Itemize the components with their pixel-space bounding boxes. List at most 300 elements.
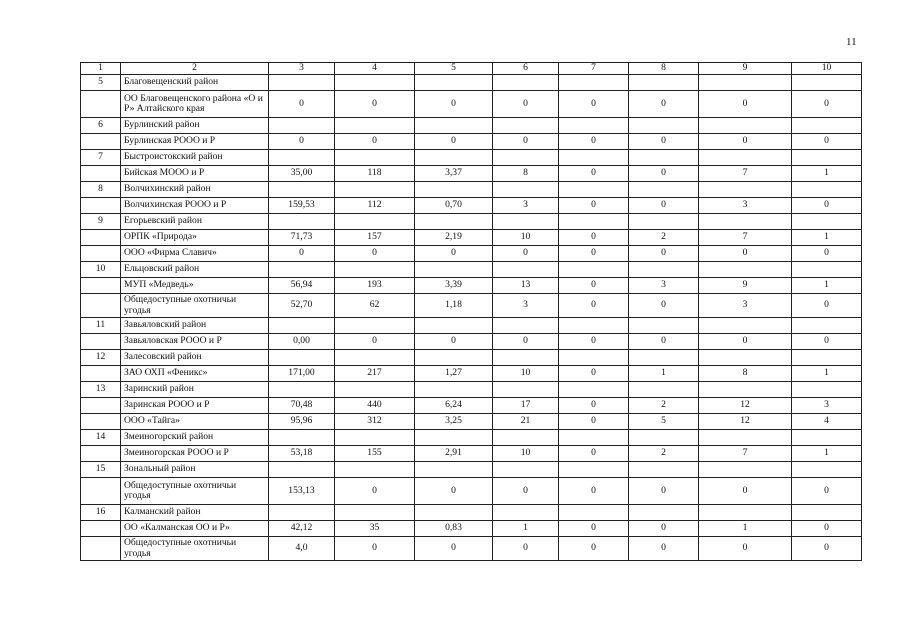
value-cell: 153,13: [269, 478, 335, 505]
table-row: [81, 134, 862, 150]
value-cell: 0: [493, 334, 559, 350]
value-cell: 0: [792, 478, 862, 505]
value-cell: 0: [792, 198, 862, 214]
district-number: 11: [81, 318, 121, 334]
district-number: 15: [81, 462, 121, 478]
empty-cell: [792, 262, 862, 278]
organization-name: ЗАО ОХП «Феникс»: [121, 366, 269, 382]
empty-cell: [493, 150, 559, 166]
value-cell: 3: [699, 294, 792, 318]
empty-cell: [699, 214, 792, 230]
value-cell: 0: [335, 246, 415, 262]
value-cell: 2: [629, 446, 699, 462]
district-name: Змеиногорский район: [121, 430, 269, 446]
value-cell: 0: [699, 134, 792, 150]
value-cell: 3: [493, 198, 559, 214]
value-cell: 0: [699, 246, 792, 262]
empty-cell: [493, 318, 559, 334]
value-cell: 0: [629, 334, 699, 350]
value-cell: 9: [699, 278, 792, 294]
value-cell: 1: [792, 278, 862, 294]
empty-cell: [493, 462, 559, 478]
empty-cell: [792, 505, 862, 521]
value-cell: 7: [699, 230, 792, 246]
empty-cell: [559, 118, 629, 134]
value-cell: 12: [699, 414, 792, 430]
value-cell: 1: [699, 521, 792, 537]
empty-cell: [493, 75, 559, 91]
value-cell: 3,37: [415, 166, 493, 182]
empty-cell: [335, 262, 415, 278]
value-cell: 0: [415, 537, 493, 561]
value-cell: 157: [335, 230, 415, 246]
empty-cell: [335, 462, 415, 478]
empty-cell: [335, 350, 415, 366]
empty-cell: [699, 318, 792, 334]
empty-cell: [81, 166, 121, 182]
value-cell: 3: [792, 398, 862, 414]
district-row: [81, 150, 862, 166]
empty-cell: [269, 318, 335, 334]
value-cell: 0: [629, 91, 699, 118]
value-cell: 0: [335, 537, 415, 561]
value-cell: 0: [493, 134, 559, 150]
empty-cell: [559, 462, 629, 478]
district-row: [81, 318, 862, 334]
empty-cell: [629, 350, 699, 366]
empty-cell: [629, 214, 699, 230]
empty-cell: [415, 350, 493, 366]
empty-cell: [415, 118, 493, 134]
district-row: [81, 75, 862, 91]
value-cell: 35: [335, 521, 415, 537]
empty-cell: [493, 382, 559, 398]
empty-cell: [629, 150, 699, 166]
value-cell: 0: [792, 334, 862, 350]
empty-cell: [81, 91, 121, 118]
value-cell: 10: [493, 230, 559, 246]
empty-cell: [792, 150, 862, 166]
value-cell: 0: [559, 134, 629, 150]
district-number: 5: [81, 75, 121, 91]
table-row: [81, 478, 862, 505]
value-cell: 1: [792, 366, 862, 382]
empty-cell: [415, 182, 493, 198]
value-cell: 0: [792, 246, 862, 262]
value-cell: 53,18: [269, 446, 335, 462]
value-cell: 3: [629, 278, 699, 294]
district-row: [81, 182, 862, 198]
value-cell: 10: [493, 446, 559, 462]
value-cell: 10: [493, 366, 559, 382]
value-cell: 7: [699, 166, 792, 182]
empty-cell: [792, 118, 862, 134]
empty-cell: [629, 118, 699, 134]
empty-cell: [699, 75, 792, 91]
value-cell: 0: [699, 334, 792, 350]
empty-cell: [493, 430, 559, 446]
table-row: [81, 166, 862, 182]
empty-cell: [81, 537, 121, 561]
empty-cell: [699, 430, 792, 446]
value-cell: 0: [792, 537, 862, 561]
value-cell: 171,00: [269, 366, 335, 382]
value-cell: 0: [629, 246, 699, 262]
value-cell: 2,91: [415, 446, 493, 462]
organization-name: Бийская МООО и Р: [121, 166, 269, 182]
value-cell: 0: [629, 134, 699, 150]
empty-cell: [559, 75, 629, 91]
district-name: Ельцовский район: [121, 262, 269, 278]
value-cell: 21: [493, 414, 559, 430]
value-cell: 6,24: [415, 398, 493, 414]
district-number: 7: [81, 150, 121, 166]
value-cell: 1: [792, 230, 862, 246]
empty-cell: [81, 294, 121, 318]
empty-cell: [629, 75, 699, 91]
empty-cell: [559, 430, 629, 446]
empty-cell: [699, 462, 792, 478]
empty-cell: [335, 382, 415, 398]
table-row: [81, 398, 862, 414]
header-cell: 9: [699, 63, 792, 75]
value-cell: 159,53: [269, 198, 335, 214]
table-row: [81, 414, 862, 430]
value-cell: 0: [792, 294, 862, 318]
empty-cell: [559, 150, 629, 166]
value-cell: 3,39: [415, 278, 493, 294]
value-cell: 8: [493, 166, 559, 182]
header-cell: 3: [269, 63, 335, 75]
empty-cell: [269, 462, 335, 478]
empty-cell: [699, 182, 792, 198]
empty-cell: [415, 150, 493, 166]
header-row: [81, 63, 862, 75]
empty-cell: [335, 505, 415, 521]
district-name: Заринский район: [121, 382, 269, 398]
organization-name: МУП «Медведь»: [121, 278, 269, 294]
value-cell: 1,27: [415, 366, 493, 382]
district-row: [81, 118, 862, 134]
value-cell: 52,70: [269, 294, 335, 318]
value-cell: 4: [792, 414, 862, 430]
district-number: 8: [81, 182, 121, 198]
organization-name: ОРПК «Природа»: [121, 230, 269, 246]
empty-cell: [81, 446, 121, 462]
empty-cell: [699, 350, 792, 366]
table-row: [81, 246, 862, 262]
header-cell: 10: [792, 63, 862, 75]
value-cell: 0: [415, 478, 493, 505]
organization-name: Змеиногорская РООО и Р: [121, 446, 269, 462]
empty-cell: [629, 318, 699, 334]
table-body: [81, 63, 862, 561]
empty-cell: [493, 350, 559, 366]
empty-cell: [559, 262, 629, 278]
empty-cell: [335, 430, 415, 446]
empty-cell: [415, 75, 493, 91]
empty-cell: [699, 505, 792, 521]
value-cell: 0: [629, 166, 699, 182]
value-cell: 0: [559, 294, 629, 318]
value-cell: 0: [335, 91, 415, 118]
value-cell: 0: [559, 537, 629, 561]
value-cell: 312: [335, 414, 415, 430]
empty-cell: [559, 182, 629, 198]
empty-cell: [493, 182, 559, 198]
value-cell: 4,0: [269, 537, 335, 561]
district-name: Залесовский район: [121, 350, 269, 366]
empty-cell: [335, 214, 415, 230]
empty-cell: [699, 382, 792, 398]
district-row: [81, 262, 862, 278]
table-row: [81, 91, 862, 118]
empty-cell: [493, 214, 559, 230]
empty-cell: [81, 230, 121, 246]
value-cell: 0: [559, 521, 629, 537]
empty-cell: [493, 505, 559, 521]
value-cell: 0: [559, 398, 629, 414]
value-cell: 0: [493, 537, 559, 561]
value-cell: 0: [792, 134, 862, 150]
header-cell: 7: [559, 63, 629, 75]
empty-cell: [269, 262, 335, 278]
value-cell: 0: [559, 334, 629, 350]
empty-cell: [559, 505, 629, 521]
header-cell: 5: [415, 63, 493, 75]
empty-cell: [415, 318, 493, 334]
district-number: 14: [81, 430, 121, 446]
value-cell: 0: [629, 521, 699, 537]
value-cell: 3,25: [415, 414, 493, 430]
value-cell: 62: [335, 294, 415, 318]
organization-name: ОО «Калманская ОО и Р»: [121, 521, 269, 537]
empty-cell: [269, 430, 335, 446]
empty-cell: [81, 478, 121, 505]
empty-cell: [699, 118, 792, 134]
value-cell: 0: [559, 230, 629, 246]
value-cell: 0: [415, 91, 493, 118]
header-cell: 6: [493, 63, 559, 75]
value-cell: 0: [699, 478, 792, 505]
empty-cell: [81, 198, 121, 214]
empty-cell: [335, 75, 415, 91]
district-name: Егорьевский район: [121, 214, 269, 230]
empty-cell: [415, 462, 493, 478]
empty-cell: [81, 414, 121, 430]
value-cell: 0,83: [415, 521, 493, 537]
value-cell: 5: [629, 414, 699, 430]
empty-cell: [269, 505, 335, 521]
table-row: [81, 366, 862, 382]
empty-cell: [81, 246, 121, 262]
value-cell: 2: [629, 230, 699, 246]
empty-cell: [629, 182, 699, 198]
district-row: [81, 382, 862, 398]
empty-cell: [415, 262, 493, 278]
empty-cell: [415, 382, 493, 398]
value-cell: 0: [699, 91, 792, 118]
page-number: 11: [846, 36, 857, 48]
organization-name: Заринская РООО и Р: [121, 398, 269, 414]
value-cell: 0: [559, 446, 629, 462]
empty-cell: [81, 134, 121, 150]
header-cell: 2: [121, 63, 269, 75]
empty-cell: [269, 382, 335, 398]
organization-name: Общедоступные охотничьи угодья: [121, 478, 269, 505]
value-cell: 3: [699, 198, 792, 214]
organization-name: ООО «Тайга»: [121, 414, 269, 430]
value-cell: 1: [792, 446, 862, 462]
empty-cell: [559, 350, 629, 366]
district-name: Калманский район: [121, 505, 269, 521]
empty-cell: [81, 366, 121, 382]
district-name: Быстроистокский район: [121, 150, 269, 166]
value-cell: 12: [699, 398, 792, 414]
district-row: [81, 505, 862, 521]
organization-name: Общедоступные охотничьи угодья: [121, 294, 269, 318]
value-cell: 0: [559, 166, 629, 182]
header-cell: 4: [335, 63, 415, 75]
empty-cell: [792, 462, 862, 478]
value-cell: 0: [493, 478, 559, 505]
empty-cell: [335, 118, 415, 134]
empty-cell: [792, 182, 862, 198]
table-row: [81, 294, 862, 318]
empty-cell: [269, 75, 335, 91]
value-cell: 0: [559, 198, 629, 214]
value-cell: 2,19: [415, 230, 493, 246]
value-cell: 0,00: [269, 334, 335, 350]
value-cell: 0: [269, 246, 335, 262]
value-cell: 217: [335, 366, 415, 382]
district-name: Завьяловский район: [121, 318, 269, 334]
value-cell: 1: [493, 521, 559, 537]
district-name: Зональный район: [121, 462, 269, 478]
organization-name: ОО Благовещенского района «О и Р» Алтайского края: [121, 91, 269, 118]
header-cell: 1: [81, 63, 121, 75]
header-cell: 8: [629, 63, 699, 75]
organization-name: Завьяловская РООО и Р: [121, 334, 269, 350]
empty-cell: [792, 75, 862, 91]
empty-cell: [559, 382, 629, 398]
empty-cell: [335, 318, 415, 334]
empty-cell: [269, 150, 335, 166]
value-cell: 0: [629, 537, 699, 561]
value-cell: 0: [335, 478, 415, 505]
empty-cell: [269, 214, 335, 230]
empty-cell: [335, 182, 415, 198]
empty-cell: [699, 150, 792, 166]
value-cell: 2: [629, 398, 699, 414]
table-row: [81, 278, 862, 294]
value-cell: 1: [792, 166, 862, 182]
empty-cell: [792, 430, 862, 446]
value-cell: 0: [629, 198, 699, 214]
organization-name: Волчихинская РООО и Р: [121, 198, 269, 214]
value-cell: 0: [629, 478, 699, 505]
empty-cell: [629, 430, 699, 446]
empty-cell: [269, 182, 335, 198]
empty-cell: [81, 278, 121, 294]
empty-cell: [792, 382, 862, 398]
empty-cell: [629, 505, 699, 521]
organization-name: ООО «Фирма Славич»: [121, 246, 269, 262]
empty-cell: [493, 262, 559, 278]
value-cell: 0: [415, 134, 493, 150]
value-cell: 8: [699, 366, 792, 382]
value-cell: 0: [559, 478, 629, 505]
value-cell: 42,12: [269, 521, 335, 537]
value-cell: 118: [335, 166, 415, 182]
empty-cell: [629, 462, 699, 478]
value-cell: 193: [335, 278, 415, 294]
organization-name: Общедоступные охотничьи угодья: [121, 537, 269, 561]
value-cell: 35,00: [269, 166, 335, 182]
value-cell: 0: [559, 246, 629, 262]
district-row: [81, 214, 862, 230]
district-name: Благовещенский район: [121, 75, 269, 91]
district-name: Бурлинский район: [121, 118, 269, 134]
empty-cell: [81, 398, 121, 414]
value-cell: 17: [493, 398, 559, 414]
organization-name: Бурлинская РООО и Р: [121, 134, 269, 150]
empty-cell: [792, 350, 862, 366]
district-row: [81, 430, 862, 446]
value-cell: 1,18: [415, 294, 493, 318]
empty-cell: [559, 318, 629, 334]
district-name: Волчихинский район: [121, 182, 269, 198]
empty-cell: [699, 262, 792, 278]
value-cell: 440: [335, 398, 415, 414]
value-cell: 0: [792, 521, 862, 537]
value-cell: 0: [335, 334, 415, 350]
district-row: [81, 350, 862, 366]
value-cell: 0: [699, 537, 792, 561]
value-cell: 155: [335, 446, 415, 462]
empty-cell: [629, 262, 699, 278]
district-number: 12: [81, 350, 121, 366]
value-cell: 0: [269, 134, 335, 150]
table-row: [81, 537, 862, 561]
hunting-grounds-table: [80, 62, 862, 561]
value-cell: 1: [629, 366, 699, 382]
value-cell: 0: [335, 134, 415, 150]
value-cell: 0: [415, 246, 493, 262]
value-cell: 0: [269, 91, 335, 118]
value-cell: 0: [792, 91, 862, 118]
empty-cell: [629, 382, 699, 398]
district-row: [81, 462, 862, 478]
value-cell: 0,70: [415, 198, 493, 214]
district-number: 16: [81, 505, 121, 521]
district-number: 6: [81, 118, 121, 134]
value-cell: 112: [335, 198, 415, 214]
value-cell: 95,96: [269, 414, 335, 430]
empty-cell: [335, 150, 415, 166]
empty-cell: [415, 430, 493, 446]
table-row: [81, 446, 862, 462]
value-cell: 13: [493, 278, 559, 294]
value-cell: 0: [493, 246, 559, 262]
district-number: 10: [81, 262, 121, 278]
value-cell: 3: [493, 294, 559, 318]
value-cell: 0: [629, 294, 699, 318]
value-cell: 70,48: [269, 398, 335, 414]
value-cell: 0: [559, 414, 629, 430]
empty-cell: [81, 334, 121, 350]
value-cell: 7: [699, 446, 792, 462]
